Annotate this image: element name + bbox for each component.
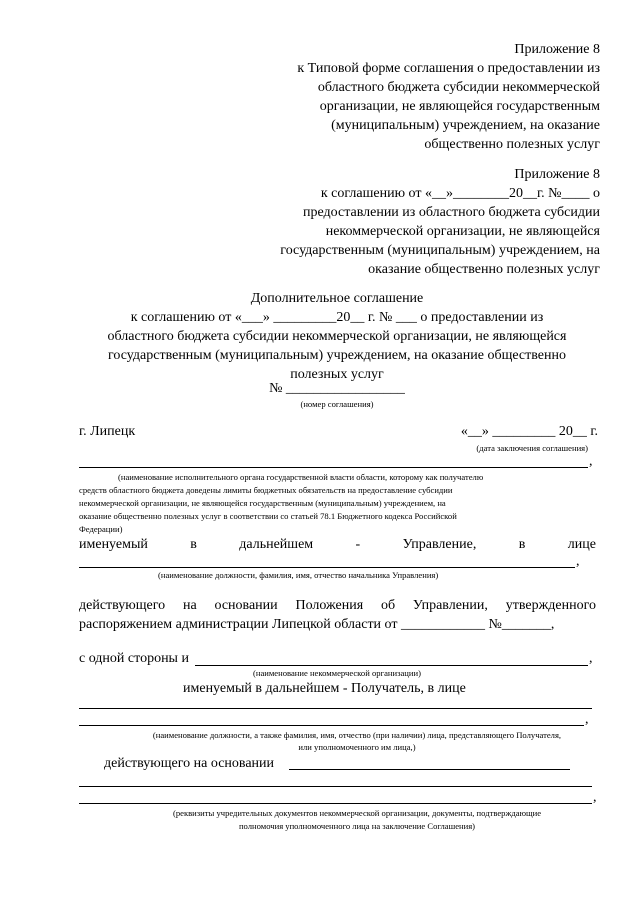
agreement-number-field: № _________________ — [269, 381, 405, 396]
head-name-comma: , — [576, 554, 580, 569]
head-name-caption: (наименование должности, фамилия, имя, отчество начальника Управления) — [158, 570, 439, 580]
documents-caption-line: полномочия уполномоченного лица на заключение Соглашения) — [238, 821, 476, 831]
documents-caption-line: (реквизиты учредительных документов некоммерческой организации, документы, подтверждающие — [172, 808, 542, 818]
agreement-date-caption: (дата заключения соглашения) — [476, 443, 588, 453]
heading-title: Дополнительное соглашение — [250, 291, 424, 306]
documents-comma: , — [593, 790, 597, 805]
authority-caption-line: средств областного бюджета доведены лимиты бюджетных обязательств на предоставление субсидии — [79, 485, 453, 495]
representative-field — [79, 708, 592, 709]
heading-line: к соглашению от «___» _________20__ г. № ___ о предоставлении из — [130, 310, 544, 325]
documents-field — [79, 786, 592, 787]
representative-caption-line: или уполномоченного им лица,) — [298, 742, 416, 752]
appendix-1-line: к Типовой форме соглашения о предоставлении из — [297, 61, 600, 76]
appendix-1-line: организации, не являющейся государственным — [319, 99, 600, 114]
appendix-2-line: государственным (муниципальным) учреждением, на — [280, 243, 600, 258]
agreement-number-caption: (номер соглашения) — [300, 399, 374, 409]
heading-line: областного бюджета субсидии некоммерческой организации, не являющейся — [107, 329, 567, 344]
authority-comma: , — [589, 454, 593, 469]
documents-field — [79, 803, 592, 804]
authority-name-field — [79, 467, 588, 468]
recipient-name-caption: (наименование некоммерческой организации) — [253, 668, 421, 678]
authority-caption-line: (наименование исполнительного органа государственной власти области, которому как получателю — [118, 472, 484, 482]
appendix-1-line: областного бюджета субсидии некоммерческой — [317, 80, 600, 95]
appendix-2-title: Приложение 8 — [514, 167, 600, 182]
representative-comma: , — [585, 712, 589, 727]
acting-decree-line: распоряжением администрации Липецкой области от ____________ №_______, — [79, 617, 555, 632]
recipient-comma: , — [589, 651, 593, 666]
appendix-2-line: оказание общественно полезных услуг — [368, 262, 600, 277]
recipient-named-line: именуемый в дальнейшем - Получатель, в лице — [183, 681, 466, 696]
agreement-date-field: «__» _________ 20__ г. — [460, 424, 598, 439]
city: г. Липецк — [79, 424, 136, 439]
representative-field — [79, 725, 584, 726]
appendix-1-line: (муниципальным) учреждением, на оказание — [331, 118, 600, 133]
appendix-2-line: к соглашению от «__»________20__г. №____ о — [320, 186, 600, 201]
acting-line: действующего на основании Положения об Управлении, утвержденного — [79, 598, 596, 613]
authority-caption-line: Федерации) — [79, 524, 123, 534]
appendix-2-line: предоставлении из областного бюджета субсидии — [302, 205, 600, 220]
heading-line: государственным (муниципальным) учреждением, на оказание общественно — [108, 348, 566, 363]
recipient-name-field — [195, 665, 588, 666]
appendix-1-title: Приложение 8 — [514, 42, 600, 57]
authority-caption-line: некоммерческой организации, не являющейся государственным (муниципальным) учреждением, на — [79, 498, 446, 508]
authority-caption-line: оказание общественно полезных услуг в соответствии со статьей 78.1 Бюджетного кодекса Российской — [79, 511, 457, 521]
head-name-field — [79, 567, 575, 568]
representative-caption-line: (наименование должности, а также фамилия, имя, отчество (при наличии) лица, представляющего Получателя, — [152, 730, 562, 740]
recipient-prefix: с одной стороны и — [79, 651, 189, 666]
appendix-2-line: некоммерческой организации, не являющейся — [325, 224, 600, 239]
appendix-1-line: общественно полезных услуг — [424, 137, 600, 152]
basis-field — [289, 769, 570, 770]
named-management-line: именуемый в дальнейшем - Управление, в лице — [79, 537, 596, 552]
heading-line: полезных услуг — [290, 367, 384, 382]
basis-label: действующего на основании — [104, 756, 275, 771]
